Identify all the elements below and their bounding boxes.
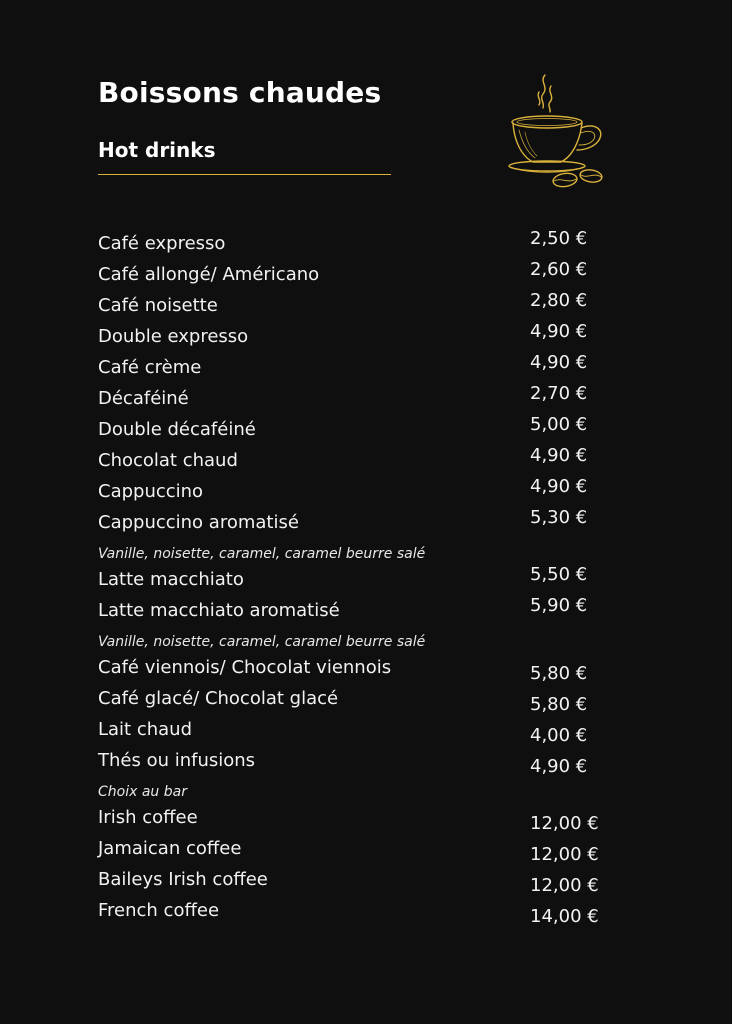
item-price: 2,50 € bbox=[530, 228, 588, 249]
menu-item bbox=[98, 869, 618, 900]
title-divider bbox=[98, 174, 391, 175]
item-price: 4,90 € bbox=[530, 352, 588, 373]
item-price: 5,30 € bbox=[530, 507, 588, 528]
menu-note bbox=[98, 781, 618, 807]
coffee-cup-icon bbox=[505, 70, 610, 195]
item-name: Café allongé/ Américano bbox=[98, 264, 320, 285]
item-note: Vanille, noisette, caramel, caramel beurre salé bbox=[98, 546, 426, 562]
menu-note bbox=[98, 631, 618, 657]
item-price: 14,00 € bbox=[530, 906, 599, 927]
item-price: 4,90 € bbox=[530, 321, 588, 342]
item-name: Cappuccino aromatisé bbox=[98, 512, 299, 533]
item-name: Café glacé/ Chocolat glacé bbox=[98, 688, 339, 709]
item-note: Choix au bar bbox=[98, 784, 187, 800]
item-price: 5,80 € bbox=[530, 663, 588, 684]
item-price: 2,80 € bbox=[530, 290, 588, 311]
item-name: Lait chaud bbox=[98, 719, 193, 740]
item-name: Latte macchiato aromatisé bbox=[98, 600, 340, 621]
item-name: Café expresso bbox=[98, 233, 226, 254]
item-price: 4,00 € bbox=[530, 725, 588, 746]
item-price: 2,60 € bbox=[530, 259, 588, 280]
item-price: 5,50 € bbox=[530, 564, 588, 585]
item-note: Vanille, noisette, caramel, caramel beurre salé bbox=[98, 634, 426, 650]
page-title: Boissons chaudes bbox=[98, 76, 382, 109]
item-name: Jamaican coffee bbox=[98, 838, 242, 859]
menu-item bbox=[98, 807, 618, 838]
item-name: Double décaféiné bbox=[98, 419, 256, 440]
item-name: Latte macchiato bbox=[98, 569, 244, 590]
item-price: 5,00 € bbox=[530, 414, 588, 435]
item-price: 2,70 € bbox=[530, 383, 588, 404]
item-name: Baileys Irish coffee bbox=[98, 869, 268, 890]
menu-item bbox=[98, 838, 618, 869]
menu-item bbox=[98, 750, 618, 781]
menu-item bbox=[98, 657, 618, 688]
item-name: Double expresso bbox=[98, 326, 249, 347]
item-price: 4,90 € bbox=[530, 445, 588, 466]
item-name: Café viennois/ Chocolat viennois bbox=[98, 657, 392, 678]
item-name: Cappuccino bbox=[98, 481, 204, 502]
menu-item bbox=[98, 719, 618, 750]
item-name: Thés ou infusions bbox=[98, 750, 256, 771]
item-name: Irish coffee bbox=[98, 807, 198, 828]
drinks-list bbox=[98, 228, 618, 931]
item-name: Décaféiné bbox=[98, 388, 189, 409]
item-price: 12,00 € bbox=[530, 813, 599, 834]
item-name: Café noisette bbox=[98, 295, 218, 316]
item-name: Café crème bbox=[98, 357, 202, 378]
item-price: 5,80 € bbox=[530, 694, 588, 715]
page-subtitle: Hot drinks bbox=[98, 138, 216, 162]
item-name: Chocolat chaud bbox=[98, 450, 238, 471]
menu-item bbox=[98, 595, 618, 631]
item-price: 4,90 € bbox=[530, 476, 588, 497]
item-price: 12,00 € bbox=[530, 875, 599, 896]
item-name: French coffee bbox=[98, 900, 220, 921]
menu-item bbox=[98, 688, 618, 719]
item-price: 12,00 € bbox=[530, 844, 599, 865]
menu-item bbox=[98, 900, 618, 931]
item-price: 5,90 € bbox=[530, 595, 588, 616]
item-price: 4,90 € bbox=[530, 756, 588, 777]
menu-item bbox=[98, 507, 618, 543]
